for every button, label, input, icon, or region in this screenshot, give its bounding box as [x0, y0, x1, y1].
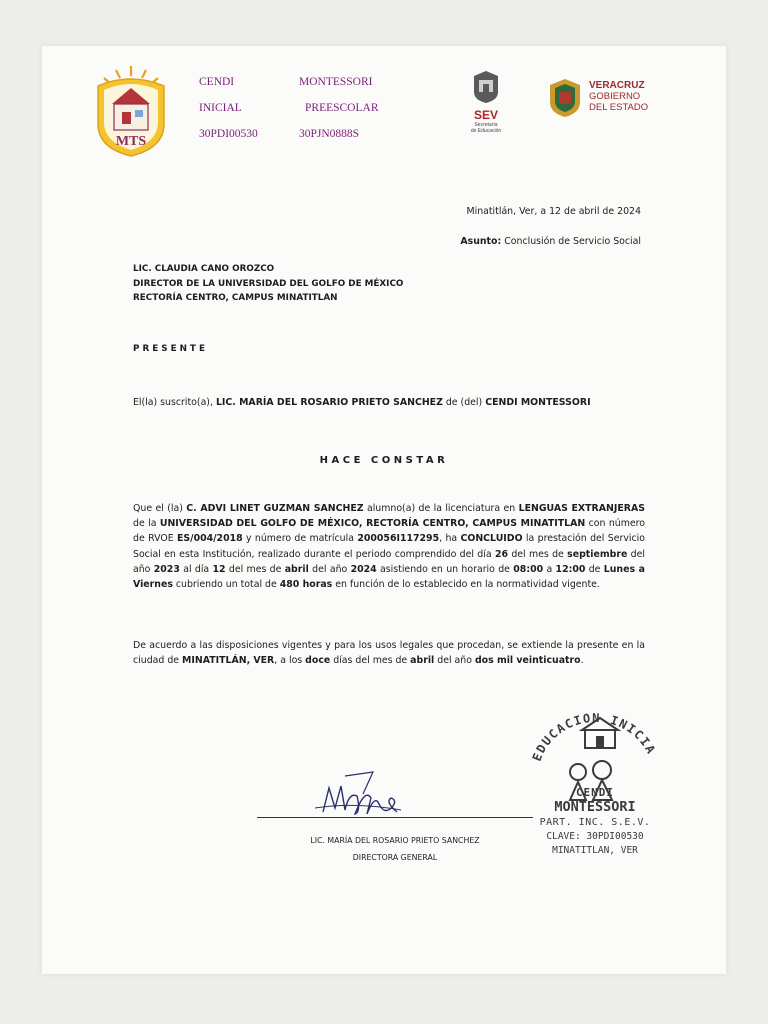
- school-logo: [92, 64, 170, 158]
- official-stamp: [520, 696, 670, 876]
- recipient-block: [133, 262, 403, 306]
- sev-emblem-icon: [470, 70, 502, 104]
- subject-text: Conclusión de Servicio Social: [504, 236, 641, 247]
- signature-line: [257, 817, 533, 818]
- recipient-name: LIC. CLAUDIA CANO OROZCO: [133, 264, 275, 274]
- veracruz-shield-icon: [547, 78, 583, 118]
- montessori-code: 30PJN0888S: [299, 128, 360, 140]
- montessori-type: PREESCOLAR: [305, 102, 379, 114]
- stamp-cendi: CENDI: [575, 786, 615, 799]
- intro-line: El(la) suscrito(a), LIC. MARÍA DEL ROSARIO PRIETO SANCHEZ de (del) CENDI MONTESSORI: [133, 397, 591, 408]
- veracruz-name: VERACRUZ: [589, 80, 645, 91]
- document-heading: HACE CONSTAR: [319, 455, 449, 466]
- montessori-info: [299, 74, 379, 152]
- stamp-part: PART. INC. S.E.V.: [539, 817, 651, 828]
- institution-name: CENDI MONTESSORI: [485, 397, 591, 408]
- sev-title: SEV: [473, 108, 498, 122]
- stamp-clave: CLAVE: 30PDI00530: [546, 831, 644, 842]
- sev-sub2: de Educación: [470, 128, 502, 134]
- subject-label: Asunto:: [460, 236, 502, 247]
- stamp-city: MINATITLAN, VER: [552, 845, 638, 856]
- veracruz-logo: [547, 78, 657, 122]
- sev-logo: [462, 70, 510, 140]
- svg-text:EDUCACION INICIAL: EDUCACION INICIA: [529, 710, 659, 764]
- veracruz-gobierno: GOBIERNO: [589, 91, 641, 102]
- cendi-code: 30PDI00530: [199, 128, 258, 140]
- place-date: Minatitlán, Ver, a 12 de abril de 2024: [466, 206, 641, 217]
- certification-paragraph: Que el (la) C. ADVI LINET GUZMAN SANCHEZ alumno(a) de la licenciatura en LENGUAS EXTRANJERAS de la UNIVERSIDAD DEL GOLFO DE MÉXICO, RECTORÍA CENTRO, CAMPUS MINATITLAN con número de RVOE ES/004/2018 y número de matrícula 200056I117295, ha CONCLUIDO la prestación del Servicio Social en esta Institución, realizado durante el periodo comprendido del día 26 del mes de septiembre del año 2023 al día 12 del mes de abril del año 2024 asistiendo en un horario de 08:00 a 12:00 de Lunes a Viernes cubriendo un total de 480 horas en función de lo establecido en la normatividad vigente.: [133, 503, 646, 591]
- cendi-label: CENDI: [199, 76, 235, 88]
- cendi-type: INICIAL: [199, 102, 242, 114]
- closing-paragraph: De acuerdo a las disposiciones vigentes y para los usos legales que procedan, se extiende la presente en la ciudad de MINATITLÁN, VER, a los doce días del mes de abril del año dos mil veinticuatro.: [133, 640, 645, 667]
- cendi-info: [199, 74, 258, 152]
- montessori-label: MONTESSORI: [299, 76, 373, 88]
- sev-sub1: Secretaría: [474, 122, 498, 128]
- signer-title: DIRECTORA GENERAL: [352, 853, 438, 862]
- subject-line: [460, 234, 641, 249]
- signature-scribble: [315, 768, 405, 820]
- presente-label: PRESENTE: [133, 344, 208, 354]
- veracruz-estado: DEL ESTADO: [589, 102, 649, 113]
- signer-name: LIC. MARÍA DEL ROSARIO PRIETO SANCHEZ: [215, 397, 443, 408]
- recipient-campus: RECTORÍA CENTRO, CAMPUS MINATITLAN: [133, 293, 338, 303]
- recipient-position: DIRECTOR DE LA UNIVERSIDAD DEL GOLFO DE MÉXICO: [133, 278, 404, 289]
- svg-text:MTS: MTS: [115, 134, 147, 149]
- stamp-montessori: MONTESSORI: [554, 799, 636, 815]
- signer-full-name: LIC. MARÍA DEL ROSARIO PRIETO SANCHEZ: [310, 836, 480, 845]
